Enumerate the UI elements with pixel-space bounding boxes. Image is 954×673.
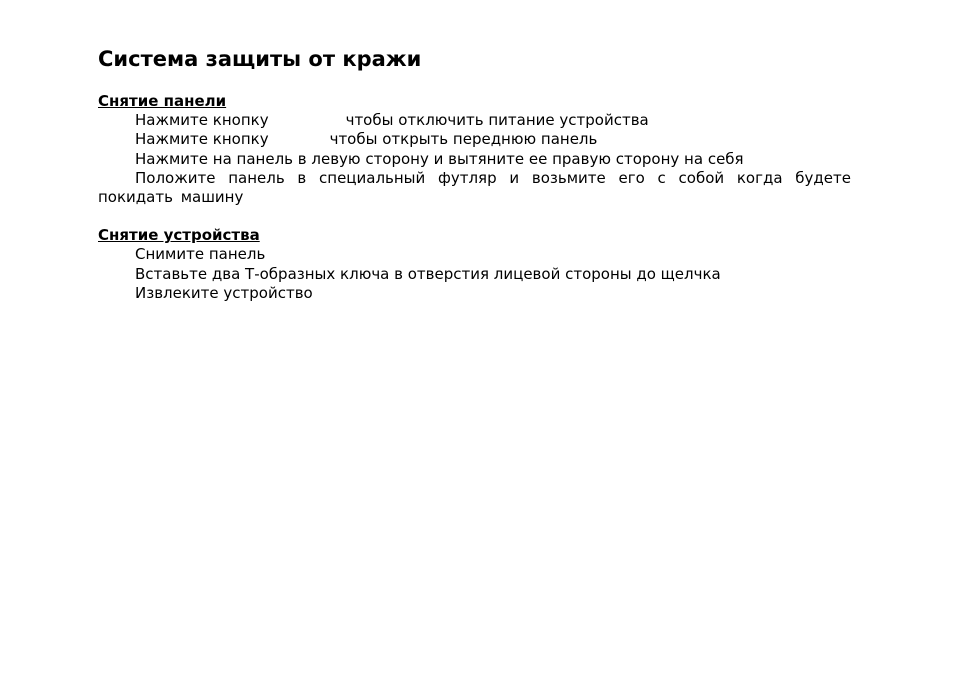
instruction-line: Нажмите на панель в левую сторону и вытяните ее правую сторону на себя (135, 149, 744, 168)
section-heading: Снятие панели (98, 92, 227, 110)
instruction-line: Вставьте два Т-образных ключа в отверстия лицевой стороны до щелчка (135, 264, 721, 283)
instruction-line (98, 111, 851, 130)
instruction-line: Снимите панель (135, 245, 266, 264)
document-page (98, 44, 851, 303)
section-panel-removal (98, 92, 851, 207)
section-heading: Снятие устройства (98, 226, 260, 245)
instruction-line: Извлеките устройство (135, 284, 313, 303)
instruction-text: Нажмите кнопку (135, 130, 269, 149)
instruction-text: чтобы открыть переднюю панель (329, 130, 598, 149)
instruction-line (98, 130, 851, 149)
instruction-text: чтобы отключить питание устройства (345, 111, 649, 129)
section-device-removal (98, 226, 851, 303)
instruction-line: Положите панель в специальный футляр и возьмите его с собой когда будете покидать машину (98, 168, 851, 207)
instruction-text: Нажмите кнопку (135, 111, 269, 129)
page-title: Система защиты от кражи (98, 47, 422, 71)
